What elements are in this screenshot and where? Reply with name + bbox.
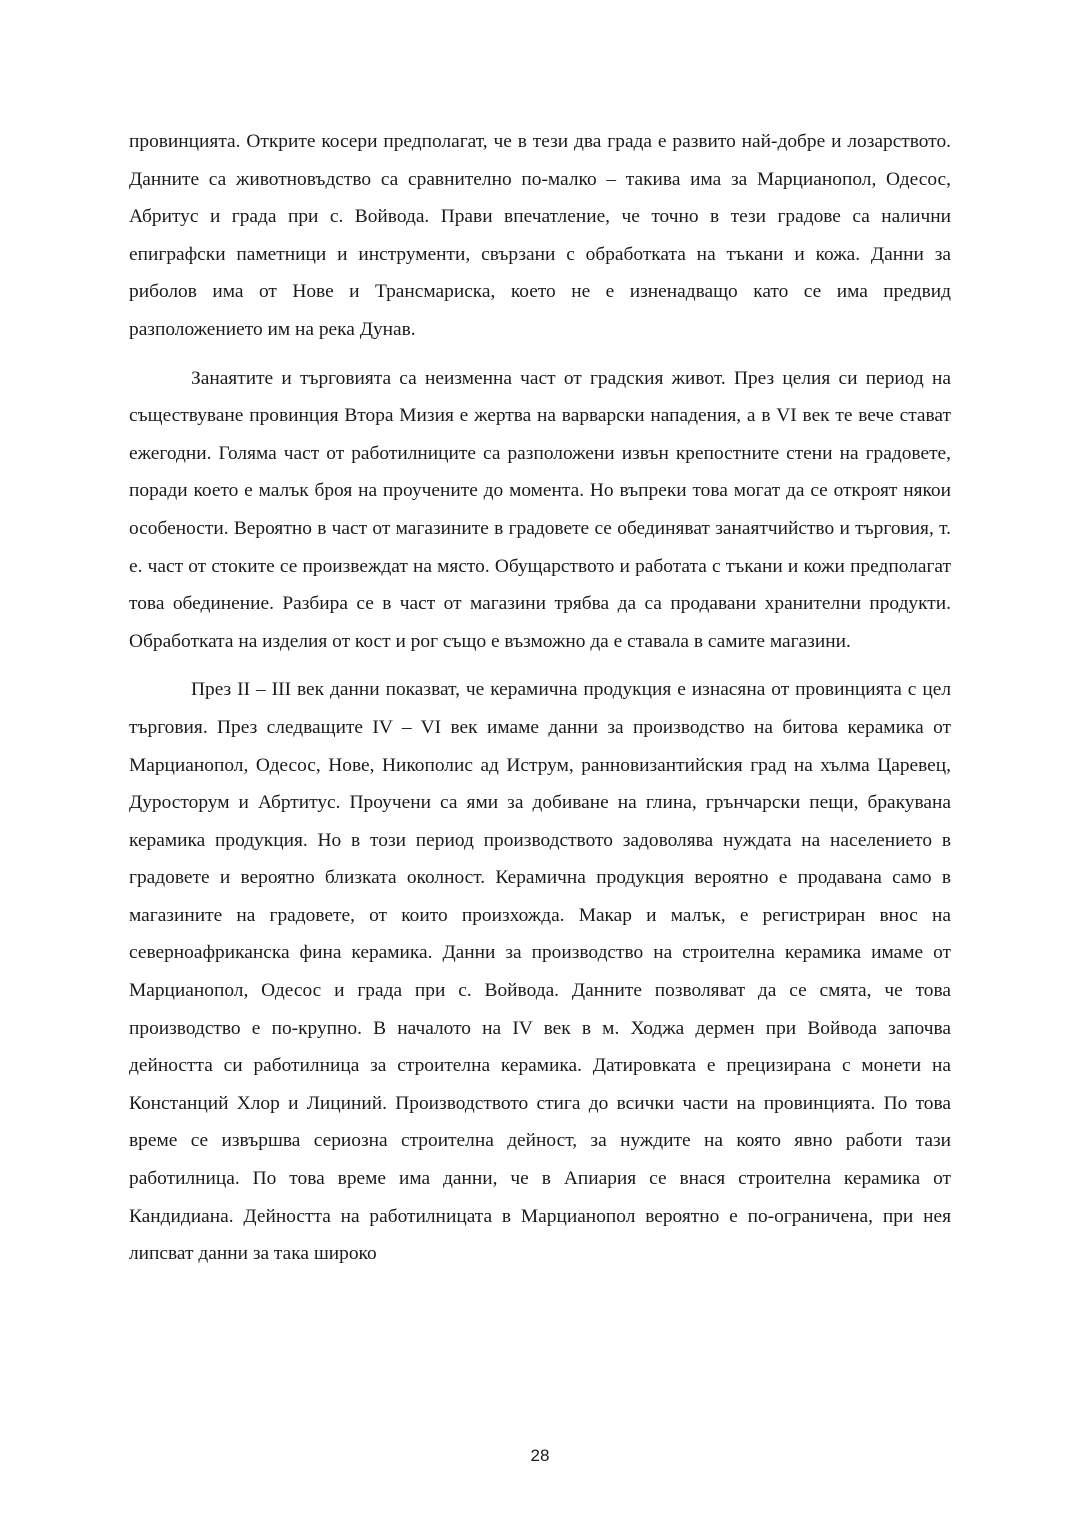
paragraph-ceramics: През II – III век данни показват, че керамична продукция е изнасяна от провинцията с цел търговия. През следващите IV – VI век имаме данни за производство на битова керамика от Марцианопол, Одесос, Нове, Никополис ад Иструм, ранновизантийския град на хълма Царевец, Дуросторум и Абртитус. Проучени са ями за добиване на глина, грънчарски пещи, бракувана керамика продукция. Но в този период производството задоволява нуждата на населението в градовете и вероятно близката околност. Керамична продукция вероятно е продавана само в магазините на градовете, от които произхожда. Макар и малък, е регистриран внос на северноафриканска фина керамика. Данни за производство на строителна керамика имаме от Марцианопол, Одесос и града при с. Войвода. Данните позволяват да се смята, че това производство е по-крупно. В началото на IV век в м. Ходжа дермен при Войвода започва дейността си работилница за строителна керамика. Датировката е прецизирана с монети на Констанций Хлор и Лициний. Производството стига до всички части на провинцията. По това време се извършва сериозна строителна дейност, за нуждите на която явно работи тази работилница. По това време има данни, че в Апиария се внася строителна керамика от Кандидиана. Дейността на работилницата в Марцианопол вероятно е по-ограничена, при нея липсват данни за така широко xyxy=(129,679,951,1265)
paragraph-continuation: провинцията. Открите косери предполагат, че в тези два града е развито най-добре и лозарството. Данните са животновъдство са сравнително по-малко – такива има за Марцианопол, Одесос, Абритус и града при с. Войвода. Прави впечатление, че точно в тези градове са налични епиграфски паметници и инструменти, свързани с обработката на тъкани и кожа. Данни за риболов има от Нове и Трансмариска, което не е изненадващо като се има предвид разположението им на река Дунав. xyxy=(129,131,951,340)
paragraph-crafts-trade: Занаятите и търговията са неизменна част от градския живот. През целия си период на съществуване провинция Втора Мизия е жертва на варварски нападения, а в VI век те вече стават ежегодни. Голяма част от работилниците са разположени извън крепостните стени на градовете, поради което е малък броя на проучените до момента. Но въпреки това могат да се откроят някои особености. Вероятно в част от магазините в градовете се обединяват занаятчийство и търговия, т. е. част от стоките се произвеждат на място. Обущарството и работата с тъкани и кожи предполагат това обединение. Разбира се в част от магазини трябва да са продавани хранителни продукти. Обработката на изделия от кост и рог също е възможно да е ставала в самите магазини. xyxy=(129,367,951,652)
body-text xyxy=(129,123,951,1273)
page-number: 28 xyxy=(530,1446,550,1465)
